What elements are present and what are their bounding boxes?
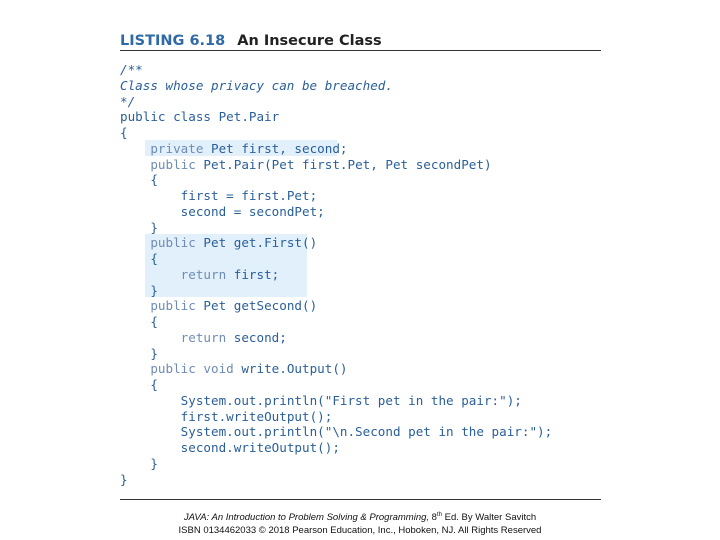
- code-text: Pet first, second;: [211, 140, 348, 156]
- code-line: [120, 346, 552, 362]
- code-line: [120, 251, 552, 267]
- code-line: [120, 267, 552, 283]
- code-line: [120, 393, 552, 409]
- code-text: second = secondPet;: [180, 203, 325, 219]
- code-comment: /**: [120, 62, 143, 77]
- code-text: first.writeOutput();: [180, 408, 333, 424]
- footer-edition-suffix: th: [436, 511, 442, 518]
- footer-edition-author: Ed. By Walter Savitch: [444, 512, 537, 523]
- code-line: [120, 330, 552, 346]
- code-line: [120, 440, 552, 456]
- code-line: [120, 188, 552, 204]
- code-keyword: return: [180, 266, 234, 282]
- code-comment: */: [120, 93, 136, 109]
- top-rule: [120, 50, 601, 51]
- code-line: [120, 235, 552, 251]
- code-line: [120, 456, 552, 472]
- code-line: [120, 204, 552, 220]
- code-text: Pet.Pair(Pet first.Pet, Pet secondPet): [203, 156, 492, 172]
- code-line: [120, 109, 552, 125]
- code-line: [120, 472, 552, 488]
- code-keyword: private: [150, 140, 212, 156]
- footer-copyright: ISBN 0134462033 © 2018 Pearson Education, Inc., Hoboken, NJ. All Rights Reserved: [178, 525, 542, 536]
- code-text: {: [150, 172, 158, 188]
- code-line: [120, 172, 552, 188]
- code-listing: [120, 62, 552, 487]
- footer-edition-number: 8: [431, 512, 437, 523]
- code-line: [120, 424, 552, 440]
- code-keyword: public: [150, 235, 204, 251]
- code-text: Pet get.First(): [203, 235, 318, 251]
- code-line: [120, 409, 552, 425]
- code-text: }: [150, 345, 158, 361]
- code-text: }: [120, 471, 128, 487]
- code-line: [120, 125, 552, 141]
- code-keyword: public: [150, 298, 204, 314]
- code-text: first = first.Pet;: [180, 188, 318, 203]
- code-keyword: void: [203, 361, 242, 377]
- code-line: [120, 283, 552, 299]
- code-text: second;: [233, 329, 287, 345]
- code-line: [120, 220, 552, 236]
- footer-book-title: JAVA: An Introduction to Problem Solving & Programming,: [183, 512, 430, 523]
- code-text: }: [150, 219, 158, 235]
- code-text: {: [150, 377, 158, 392]
- bottom-rule: [120, 499, 601, 500]
- code-line: [120, 361, 552, 377]
- code-text: }: [150, 455, 158, 471]
- code-text: System.out.println("\n.Second pet in the pair:");: [180, 424, 553, 440]
- listing-title: An Insecure Class: [237, 33, 382, 49]
- code-text: }: [150, 282, 158, 298]
- code-text: first;: [233, 266, 280, 282]
- code-text: System.out.println("First pet in the pair:");: [180, 392, 522, 408]
- code-text: {: [150, 251, 158, 266]
- footer-citation: [0, 512, 720, 523]
- code-line: [120, 157, 552, 173]
- code-keyword: public: [150, 361, 204, 377]
- code-text: Pet getSecond(): [203, 298, 318, 314]
- listing-label: LISTING 6.18: [120, 33, 226, 49]
- code-line: [120, 298, 552, 314]
- code-text: {: [120, 125, 128, 140]
- code-line: [120, 62, 552, 78]
- code-text: write.Output(): [241, 361, 348, 377]
- code-line: [120, 94, 552, 110]
- code-line: [120, 78, 552, 94]
- code-text: second.writeOutput();: [180, 440, 340, 455]
- listing-header: [120, 32, 382, 50]
- code-comment: Class whose privacy can be breached.: [120, 77, 393, 93]
- code-keyword: return: [180, 329, 234, 345]
- code-line: [120, 141, 552, 157]
- code-text: {: [150, 314, 158, 329]
- code-line: [120, 314, 552, 330]
- code-keyword: public: [150, 156, 204, 172]
- code-text: public class Pet.Pair: [120, 109, 280, 125]
- code-line: [120, 377, 552, 393]
